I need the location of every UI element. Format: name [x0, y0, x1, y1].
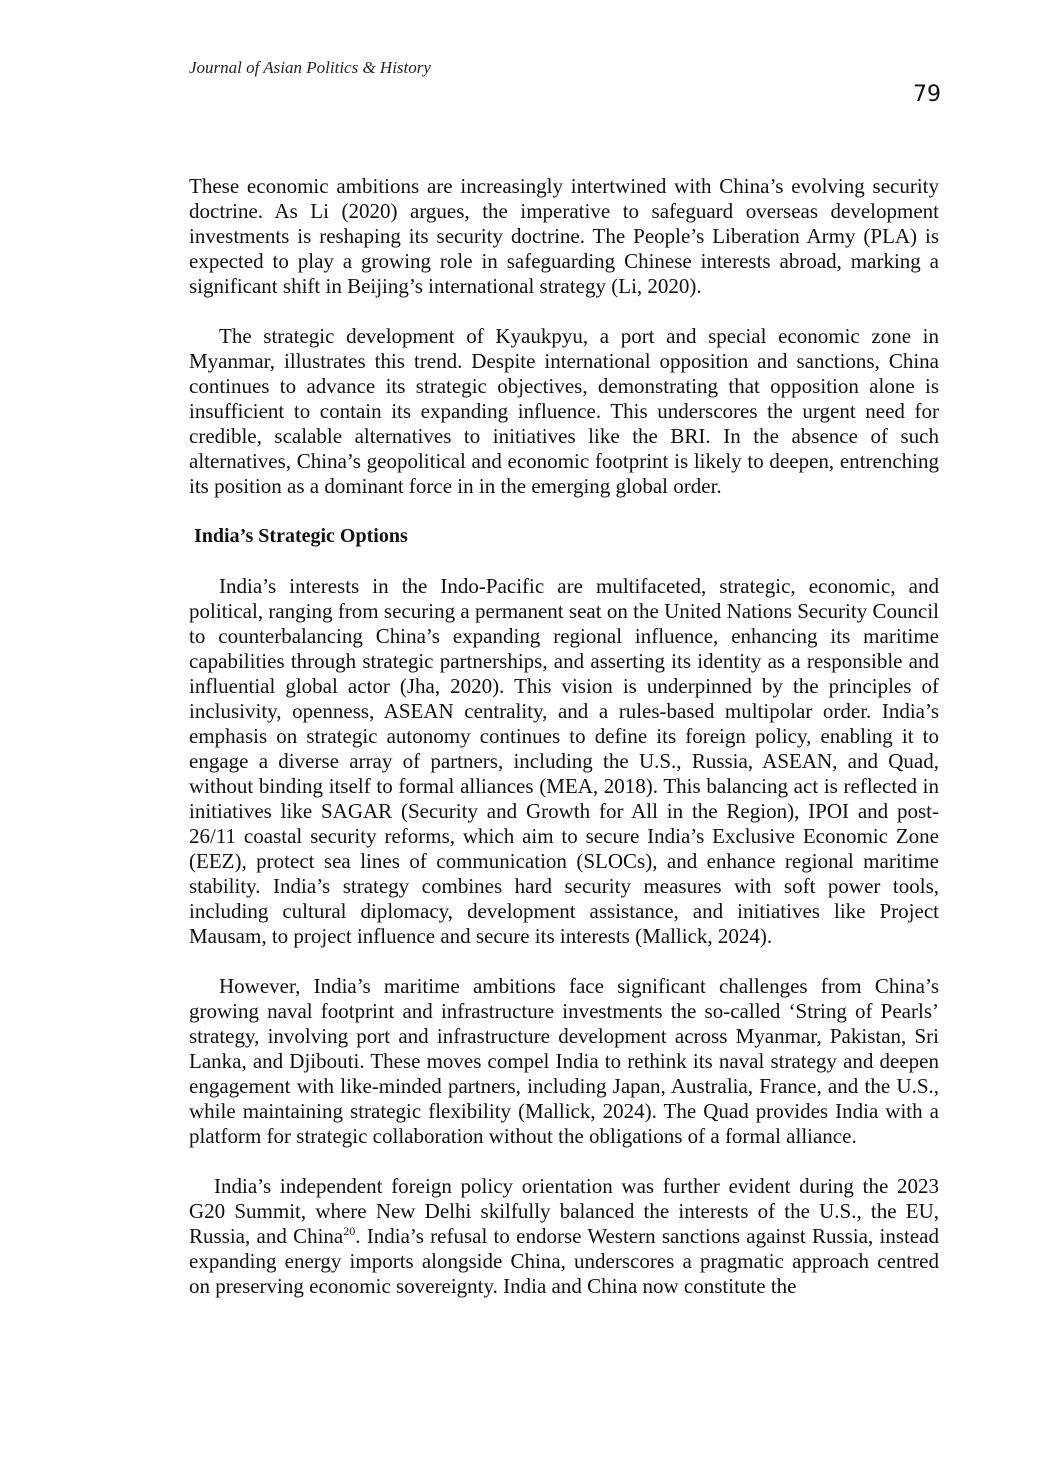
running-head-journal-title: Journal of Asian Politics & History [189, 58, 431, 77]
paragraph-maritime-challenges: However, India’s maritime ambitions face significant challenges from China’s growing naval footprint and infrastructure investments the so-called ‘String of Pearls’ strategy, involving port and infrastructure development across Myanmar, Pakistan, Sri Lanka, and Djibouti. These moves compel India to rethink its naval strategy and deepen engagement with like-minded partners, including Japan, Australia, France, and the U.S., while maintaining strategic flexibility (Mallick, 2024). The Quad provides India with a platform for strategic collaboration without the obligations of a formal alliance. [189, 974, 939, 1148]
paragraph-kyaukpyu: The strategic development of Kyaukpyu, a port and special economic zone in Myanmar, illustrates this trend. Despite international opposition and sanctions, China continues to advance its strategic objectives, demonstrating that opposition alone is insufficient to contain its expanding influence. This underscores the urgent need for credible, scalable alternatives to initiatives like the BRI. In the absence of such alternatives, China’s geopolitical and economic footprint is likely to deepen, entrenching its position as a dominant force in in the emerging global order. [189, 324, 939, 498]
paragraph-g20-summit [189, 1174, 939, 1299]
page-body [189, 174, 939, 1324]
paragraph-india-interests: India’s interests in the Indo-Pacific are multifaceted, strategic, economic, and political, ranging from securing a permanent seat on the United Nations Security Council to counterbalancing China’s expanding regional influence, enhancing its maritime capabilities through strategic partnerships, and asserting its identity as a responsible and influential global actor (Jha, 2020). This vision is underpinned by the principles of inclusivity, openness, ASEAN centrality, and a rules-based multipolar order. India’s emphasis on strategic autonomy continues to define its foreign policy, enabling it to engage a diverse array of partners, including the U.S., Russia, ASEAN, and Quad, without binding itself to formal alliances (MEA, 2018). This balancing act is reflected in initiatives like SAGAR (Security and Growth for All in the Region), IPOI and post-26/11 coastal security reforms, which aim to secure India’s Exclusive Economic Zone (EEZ), protect sea lines of communication (SLOCs), and enhance regional maritime stability. India’s strategy combines hard security measures with soft power tools, including cultural diplomacy, development assistance, and initiatives like Project Mausam, to project influence and secure its interests (Mallick, 2024). [189, 574, 939, 948]
paragraph-security-doctrine: These economic ambitions are increasingly intertwined with China’s evolving security doctrine. As Li (2020) argues, the imperative to safeguard overseas development investments is reshaping its security doctrine. The People’s Liberation Army (PLA) is expected to play a growing role in safeguarding Chinese interests abroad, marking a significant shift in Beijing’s international strategy (Li, 2020). [189, 174, 939, 298]
paragraph-text: . India’s refusal to endorse Western sanctions against Russia, instead expanding energy imports alongside China, underscores a pragmatic approach centred on preserving economic sovereignty. India and China now constitute the [189, 1224, 939, 1298]
footnote-marker[interactable]: 20 [343, 1224, 356, 1238]
section-heading: India’s Strategic Options [194, 525, 408, 547]
page-number: 79 [913, 82, 941, 107]
paragraph-text: India’s independent foreign policy orientation was further evident during the 2023 G20 Summit, where New Delhi skilfully balanced the interests of the U.S., the EU, Russia, and China [189, 1174, 939, 1248]
